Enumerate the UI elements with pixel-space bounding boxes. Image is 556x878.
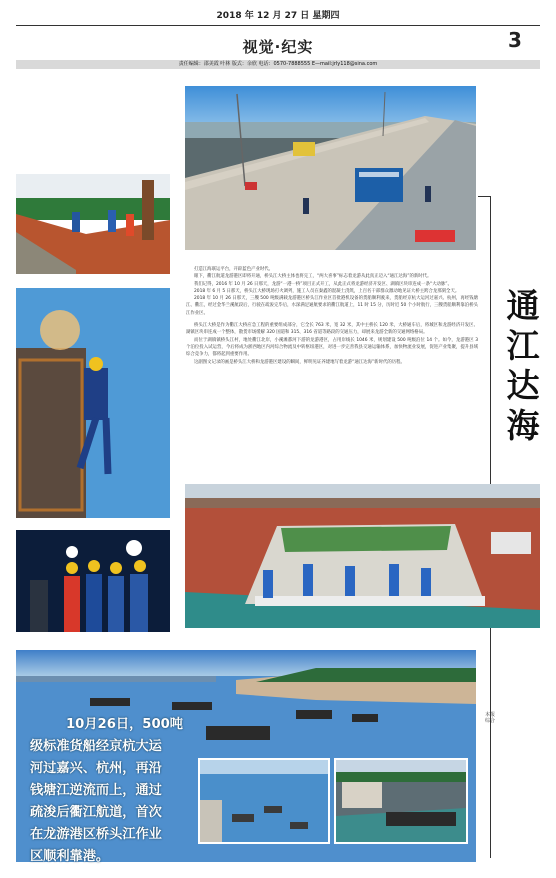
feature-title-char: 海 — [506, 406, 540, 445]
article-paragraph: 而位于湖镇镇桥头江村，地处衢江北岸，小溪滩都河下游的龙游港区，占用岸线长 1046 米，规划建设 500 吨级泊位 14 个。如今，龙游港区 3 个泊位投入试运营，今后将成为浙西地区内河综合物流及中转枢纽港区，对进一步完善我县交通运输体系，加快物流业发展，促进产业集聚，提升县域综合竞争力，都将起到重要作用。 — [186, 337, 478, 358]
port-aerial-photo — [185, 484, 540, 628]
article-paragraph: 眼下，衢江航道龙游港区即将开通，桥头江大桥主体也将完工，“两大喜事”标志着龙游从此真正迈入“通江达海”的新时代。 — [194, 274, 432, 280]
caption-line: 钱塘江逆流而上，通过 — [30, 783, 162, 798]
issue-date: 2018 年 12 月 27 日 星期四 — [216, 11, 340, 21]
source-note: 本报综合 — [484, 712, 495, 724]
welding-worker-photo — [16, 288, 170, 518]
feature-title-char: 通 — [506, 286, 540, 325]
article-paragraph: 我们记得，2016 年 10 月 26 日那天，龙游“一港一桥”项目正式开工，从此正式将龙游经济开发区、湖镇区块串连成一条“大动脉”。 — [194, 281, 452, 287]
caption-line: 区顺利靠港。 — [30, 849, 110, 864]
article-paragraph: 2018 年 10 月 26 日那天，三艘 500 吨级满载龙游港区桥头江作业区首批港机设备的货船顺利驶来，货船经京杭大运河过嘉兴、杭州，再经钱塘江、衢江，经过金华兰溪航段后，行驶在疏浚完毕后，水深满足通航要求的衢江航道上，11 时 15 分，历时近 50 个小时航行，三艘货船顺利靠泊桥头江作业区。 — [186, 296, 478, 316]
editor-info-bar: 责任编辑：邵美霞 叶林 版式：余欣 电话：0570-7888555 E—mail:jrly118@sina.com — [16, 60, 540, 69]
night-workers-photo — [16, 530, 170, 632]
feature-title — [498, 286, 548, 446]
article-paragraph: 这副图文记录的画是桥头江大桥和龙游港区建设的瞬间，鲜明见证养建地写着龙游“通江达海”新时代的历程。 — [194, 359, 405, 365]
caption-line: 河过嘉兴、杭州，再沿 — [30, 761, 162, 776]
caption-line: 在龙游港区桥头江作业 — [30, 827, 162, 842]
article-paragraph: 桥头江大桥是作为衢江大桥应急工程的重要组成部分，它全长 763 米，宽 32 米，其中主桥长 120 米，大桥通车后，将城区和龙游经济开发区、湖镇区块串连成一个整体，散货市场缓解 320 国道和 315、316 省道等路段的交通压力，却展来龙游全新的交通网络格局。 — [186, 323, 478, 336]
bridge-construction-photo — [185, 86, 476, 250]
barges-inset-photo — [198, 758, 330, 844]
title-bracket-top — [478, 196, 490, 197]
caption-line: 疏浚后衢江航道，首次 — [30, 805, 162, 820]
dock-inset-photo — [334, 758, 468, 844]
pier-workers-photo — [16, 174, 170, 274]
page-number: 3 — [508, 28, 522, 52]
caption-line: 级标准货船经京杭大运 — [30, 739, 162, 754]
caption-line: 10月26日，500吨 — [66, 717, 183, 732]
header-top-rule — [16, 25, 540, 26]
article-body — [186, 266, 478, 366]
article-paragraph: 打造江海联运平台，开辟蓝色产业时代。 — [194, 267, 274, 272]
article-paragraph: 2018 年 6 月 5 日那天，桥头江大桥现场打火调列，施工人员在秦鑫的混凝土浇筑，上百名干部群众激动地见证大桥主跨合龙那刻全天。 — [194, 288, 460, 294]
feature-title-char: 达 — [506, 366, 540, 405]
photo-caption — [30, 714, 198, 868]
section-title: 视觉·纪实 — [242, 38, 314, 56]
feature-title-char: 江 — [506, 326, 540, 365]
